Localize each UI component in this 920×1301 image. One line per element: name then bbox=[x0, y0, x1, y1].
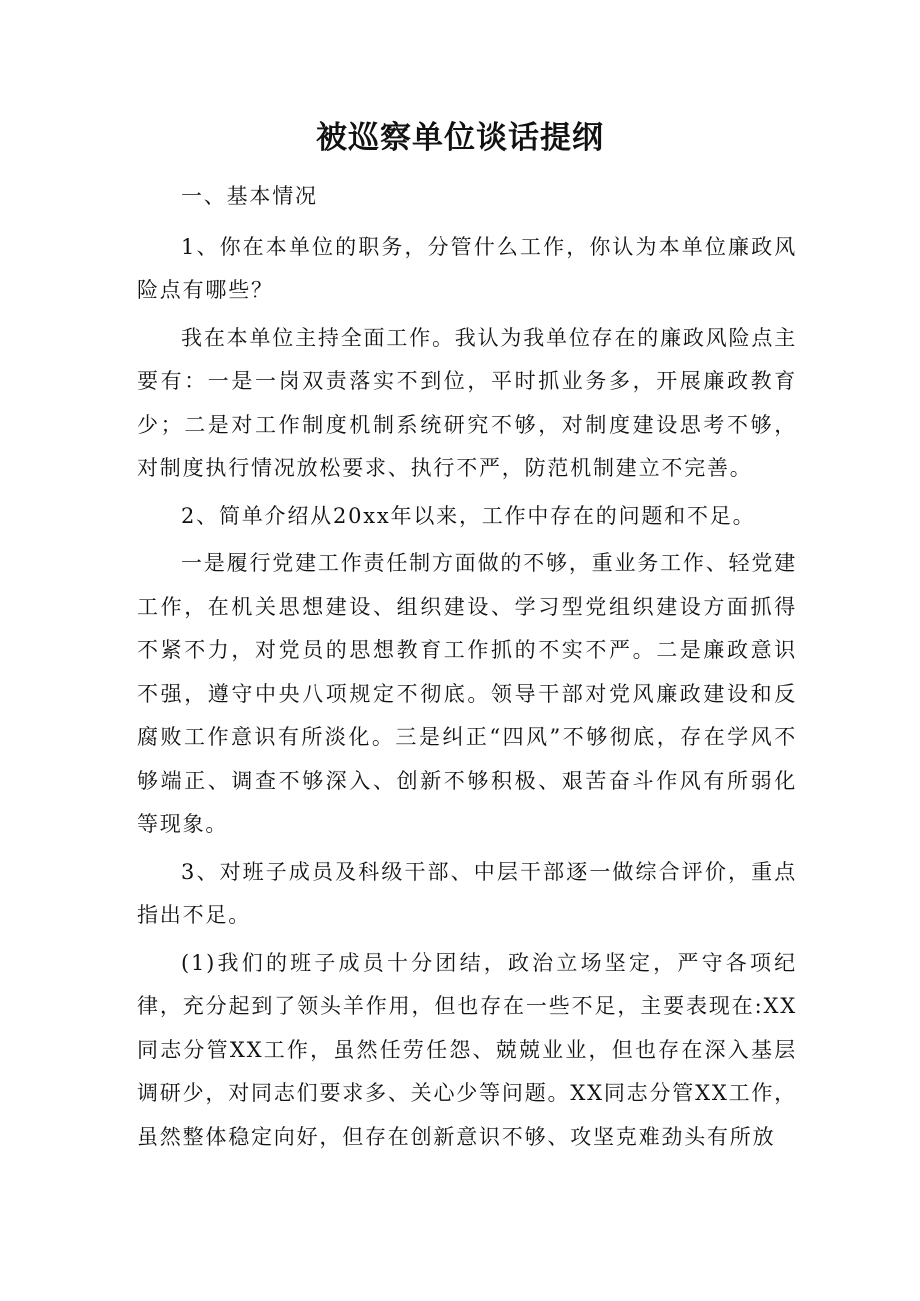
answer-2: 一是履行党建工作责任制方面做的不够，重业务工作、轻党建工作，在机关思想建设、组织建设、学习型党组织建设方面抓得不紧不力，对党员的思想教育工作抓的不实不严。二是廉政意识不强，遵守中央八项规定不彻底。领导干部对党风廉政建设和反腐败工作意识有所淡化。三是纠正“四风”不够彻底，存在学风不够端正、调查不够深入、创新不够积极、艰苦奋斗作风有所弱化等现象。 bbox=[137, 551, 797, 836]
answer-1: 我在本单位主持全面工作。我认为我单位存在的廉政风险点主要有：一是一岗双责落实不到位，平时抓业务多，开展廉政教育少；二是对工作制度机制系统研究不够，对制度建设思考不够，对制度执行情况放松要求、执行不严，防范机制建立不完善。 bbox=[137, 325, 797, 480]
question-3: 3、对班子成员及科级干部、中层干部逐一做综合评价，重点指出不足。 bbox=[137, 859, 797, 927]
answer-3-part-1: (1)我们的班子成员十分团结，政治立场坚定，严守各项纪律，充分起到了领头羊作用，但也存在一些不足，主要表现在:XX同志分管XX工作，虽然任劳任怨、兢兢业业，但也存在深入基层调研少，对同志们要求多、关心少等问题。XX同志分管XX工作，虽然整体稳定向好，但存在创新意识不够、攻坚克难劲头有所放 bbox=[137, 950, 797, 1149]
question-2: 2、简单介绍从20xx年以来，工作中存在的问题和不足。 bbox=[181, 503, 756, 528]
document-title: 被巡察单位谈话提纲 bbox=[316, 120, 604, 156]
question-1: 1、你在本单位的职务，分管什么工作，你认为本单位廉政风险点有哪些？ bbox=[137, 234, 797, 302]
document-body bbox=[137, 175, 797, 1159]
section-heading-basic-info: 一、基本情况 bbox=[181, 184, 318, 208]
